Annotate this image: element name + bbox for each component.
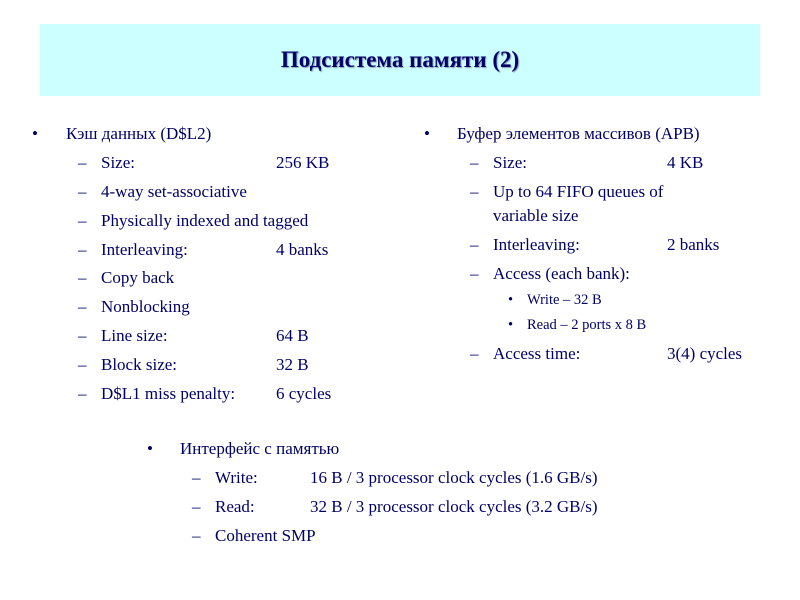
dash-marker: – xyxy=(192,526,201,545)
dcache-copyback-label: Copy back xyxy=(101,268,175,287)
apb-fifo-line1: Up to 64 FIFO queues of xyxy=(493,182,664,201)
dcache-blocksize-label: Block size: xyxy=(101,355,178,374)
dash-marker: – xyxy=(78,297,87,316)
apb-interleaving-value: 2 banks xyxy=(667,235,720,254)
meminterface-coherent-label: Coherent SMP xyxy=(215,526,316,545)
dcache-indexing-label: Physically indexed and tagged xyxy=(101,211,309,230)
bullet-marker: • xyxy=(32,124,38,143)
dash-marker: – xyxy=(78,182,87,201)
dcache-size-label: Size: xyxy=(101,153,135,172)
meminterface-read-value: 32 B / 3 processor clock cycles (3.2 GB/s) xyxy=(310,497,598,516)
dash-marker: – xyxy=(78,211,87,230)
dash-marker: – xyxy=(78,268,87,287)
apb-read-subitem: Read – 2 ports x 8 B xyxy=(527,317,647,333)
dcache-linesize-label: Line size: xyxy=(101,326,168,345)
dash-marker: – xyxy=(78,153,87,172)
slide-title: Подсистема памяти (2) xyxy=(280,47,520,72)
dcache-interleaving-label: Interleaving: xyxy=(101,240,188,259)
apb-fifo-line2: variable size xyxy=(493,206,579,225)
apb-size-value: 4 KB xyxy=(667,153,704,172)
title-banner xyxy=(40,24,760,96)
dash-marker: – xyxy=(192,468,201,487)
dcache-size-value: 256 KB xyxy=(276,153,330,172)
bullet-marker: • xyxy=(147,439,153,458)
dcache-linesize-value: 64 B xyxy=(276,326,309,345)
dash-marker: – xyxy=(78,355,87,374)
bullet-marker: • xyxy=(508,317,514,333)
dash-marker: – xyxy=(470,153,479,172)
dash-marker: – xyxy=(470,344,479,363)
dcache-blocksize-value: 32 B xyxy=(276,355,309,374)
bullet-marker: • xyxy=(424,124,430,143)
dash-marker: – xyxy=(192,497,201,516)
dash-marker: – xyxy=(470,264,479,283)
dcache-assoc-label: 4-way set-associative xyxy=(101,182,247,201)
meminterface-write-label: Write: xyxy=(215,468,258,487)
dcache-nonblocking-label: Nonblocking xyxy=(101,297,190,316)
dash-marker: – xyxy=(470,235,479,254)
dash-marker: – xyxy=(78,240,87,259)
dash-marker: – xyxy=(470,182,479,201)
apb-interleaving-label: Interleaving: xyxy=(493,235,580,254)
bullet-marker: • xyxy=(508,292,514,308)
apb-write-subitem: Write – 32 B xyxy=(527,292,602,308)
dcache-interleaving-value: 4 banks xyxy=(276,240,329,259)
meminterface-read-label: Read: xyxy=(215,497,255,516)
dcache-heading: Кэш данных (D$L2) xyxy=(66,124,212,143)
meminterface-heading: Интерфейс с памятью xyxy=(180,439,340,458)
dash-marker: – xyxy=(78,326,87,345)
meminterface-write-value: 16 B / 3 processor clock cycles (1.6 GB/s) xyxy=(310,468,598,487)
apb-size-label: Size: xyxy=(493,153,527,172)
apb-accesstime-value: 3(4) cycles xyxy=(667,344,743,363)
apb-accesstime-label: Access time: xyxy=(493,344,581,363)
apb-access-label: Access (each bank): xyxy=(493,264,630,283)
dcache-misspenalty-label: D$L1 miss penalty: xyxy=(101,384,236,403)
dash-marker: – xyxy=(78,384,87,403)
dcache-misspenalty-value: 6 cycles xyxy=(276,384,332,403)
apb-heading: Буфер элементов массивов (APB) xyxy=(457,124,700,143)
